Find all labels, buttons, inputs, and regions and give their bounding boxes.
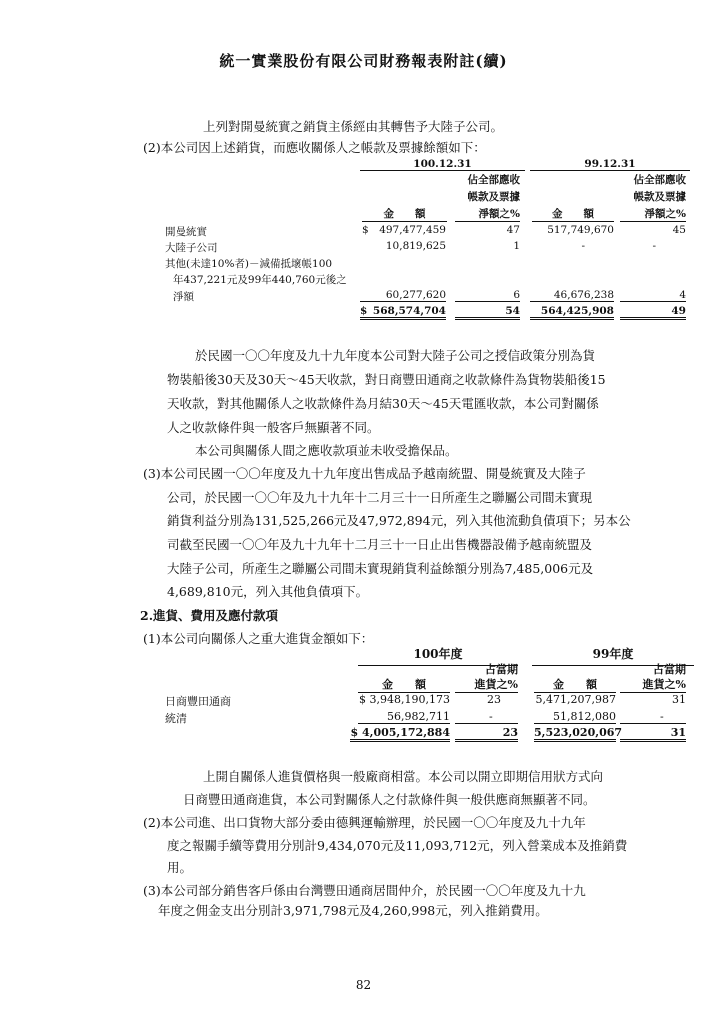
para2-2-line-2: 度之報關手續等費用分別計9,434,070元及11,093,712元，列入營業成本及推銷費 [167,838,628,853]
tbl1-amount-head-2: 金 額 [532,206,614,222]
tbl2-year2: 99年度 [532,644,694,666]
tbl1-total-amount-1: 568,574,704 [372,305,446,317]
tbl2-total-amount-1: $ 4,005,172,884 [350,726,450,742]
tbl2-amount-1: 56,982,711 [358,710,450,724]
tbl1-pct-head-1c: 淨額之% [455,206,520,222]
tbl1-pct-1: 1 [513,240,520,252]
tbl1-other-label-2: 年437,221元及99年440,760元後之 [173,274,347,286]
tbl1-amount-2: - [581,240,585,252]
tbl1-row-name: 開曼統實 [165,226,207,238]
tbl1-amount-head-1: 金 額 [362,206,447,222]
tbl2-pct-head-2b: 進貨之% [620,676,686,693]
para2-2-line-1: (2)本公司進、出口貨物大部分委由德興運輸辦理，於民國一〇〇年度及九十九年 [143,815,586,830]
tbl2-row-name: 統清 [165,712,187,725]
tbl1-pct-head-2b: 帳款及票據 [633,191,686,203]
tbl2-total-amount-2: 5,523,020,067 [534,726,616,742]
purchase-paragraph-line-1: 上開自關係人進貨價格與一般廠商相當。本公司以開立即期信用狀方式向 [203,769,604,784]
tbl2-pct-head-2a: 占當期 [653,663,686,676]
tbl1-other-amount-1: 60,277,620 [360,289,446,302]
tbl1-pct-head-2c: 淨額之% [620,206,686,222]
para3-line-5: 大陸子公司，所產生之聯屬公司間未實現銷貨利益餘額分別為7,485,006元及 [167,561,594,576]
tbl1-year2: 99.12.31 [530,158,690,171]
tbl1-other-pct-1: 6 [455,289,520,302]
heading-purchases: 2.進貨、費用及應付款項 [140,608,279,623]
tbl1-other-pct-2: 4 [620,289,686,302]
page-number: 82 [355,978,372,992]
credit-paragraph-line-4: 人之收款條件與一般客戶無顯著不同。 [167,420,380,435]
tbl1-pct-2: 45 [672,224,686,236]
tbl2-row-name: 日商豐田通商 [165,695,231,708]
tbl2-pct-head-1a: 占當期 [485,663,518,676]
guarantee-paragraph: 本公司與關係人間之應收款項並未收受擔保品。 [195,443,458,458]
tbl1-total-amount-2: 564,425,908 [530,305,614,320]
tbl1-amount-1: 10,819,625 [385,240,446,252]
tbl2-pct-head-1b: 進貨之% [455,676,518,693]
tbl1-total-currency: $ [360,305,368,317]
tbl1-other-amount-2: 46,676,238 [530,289,614,302]
tbl1-total-pct-1: 54 [455,305,520,320]
credit-paragraph-line-2: 物裝船後30天及30天～45天收款，對日商豐田通商之收款條件為貨物裝船後15 [167,372,606,387]
tbl1-pct-head-1b: 帳款及票據 [467,191,520,203]
tbl1-pct-head-2a: 佔全部應收 [633,174,686,186]
tbl2-amount-2: 51,812,080 [534,710,616,724]
page-title: 統一實業股份有限公司財務報表附註(續) [219,52,508,70]
tbl1-other-label-3: 淨額 [173,291,194,303]
tbl2-pct-1-value: - [489,710,493,723]
tbl2-pct-2: 31 [672,693,686,706]
credit-paragraph-line-1: 於民國一〇〇年度及九十九年度本公司對大陸子公司之授信政策分別為貨 [195,348,596,363]
para3-line-6: 4,689,810元，列入其他負債項下。 [167,584,369,599]
para3-line-3: 銷貨利益分別為131,525,266元及47,972,894元，列入其他流動負債項下；另本公 [167,513,631,528]
tbl1-amount-2: 517,749,670 [547,224,614,236]
tbl1-year1: 100.12.31 [360,158,525,171]
tbl2-pct-2 [620,710,686,724]
para2-3-line-2: 年度之佣金支出分別計3,971,798元及4,260,998元，列入推銷費用。 [158,903,548,918]
tbl2-amount-head-1: 金 額 [358,676,450,693]
tbl1-pct-2: - [652,240,656,252]
para3-line-4: 司截至民國一〇〇年及九十九年十二月三十一日止出售機器設備予越南統盟及 [167,537,593,552]
tbl2-amount-2: 5,471,207,987 [535,693,616,706]
intro-paragraph: 上列對開曼統實之銷貨主係經由其轉售予大陸子公司。 [203,119,504,134]
tbl1-row-name: 大陸子公司 [165,242,218,254]
tbl2-amount-1: $ 3,948,190,173 [359,693,450,706]
tbl2-total-pct-1: 23 [455,726,518,742]
tbl1-amount-1: 497,477,459 [379,224,446,236]
tbl1-other-label-1: 其他(未達10%者)－減備抵壞帳100 [165,258,333,270]
para3-line-1: (3)本公司民國一〇〇年度及九十九年度出售成品予越南統盟、開曼統實及大陸子 [143,466,586,481]
tbl1-pct-1: 47 [506,224,520,236]
tbl1-currency: $ [362,224,369,236]
credit-paragraph-line-3: 天收款，對其他關係人之收款條件為月結30天～45天電匯收款，本公司對關係 [167,396,599,411]
tbl2-total-pct-2: 31 [620,726,686,742]
tbl2-amount-head-2: 金 額 [534,676,616,693]
section-2-label: (2)本公司因上述銷貨，而應收關係人之帳款及票據餘額如下： [143,140,486,155]
tbl2-pct-1 [455,710,518,724]
tbl1-total-pct-2: 49 [620,305,686,320]
tbl2-year1: 100年度 [358,644,518,666]
tbl1-total-amount-1-wrap [360,305,446,320]
tbl2-pct-1: 23 [487,693,501,706]
para2-3-line-1: (3)本公司部分銷售客戶係由台灣豐田通商居間仲介，於民國一〇〇年度及九十九 [143,883,586,898]
tbl2-pct-2-value: - [660,710,664,723]
purchase-paragraph-line-2: 日商豐田通商進貨，本公司對關係人之付款條件與一般供應商無顯著不同。 [183,792,596,807]
para3-line-2: 公司，於民國一〇〇年及九十九年十二月三十一日所產生之聯屬公司間未實現 [167,490,593,505]
para2-2-line-3: 用。 [167,860,193,875]
section-2-1-label: (1)本公司向關係人之重大進貨金額如下： [143,631,374,646]
tbl1-pct-head-1a: 佔全部應收 [467,174,520,186]
